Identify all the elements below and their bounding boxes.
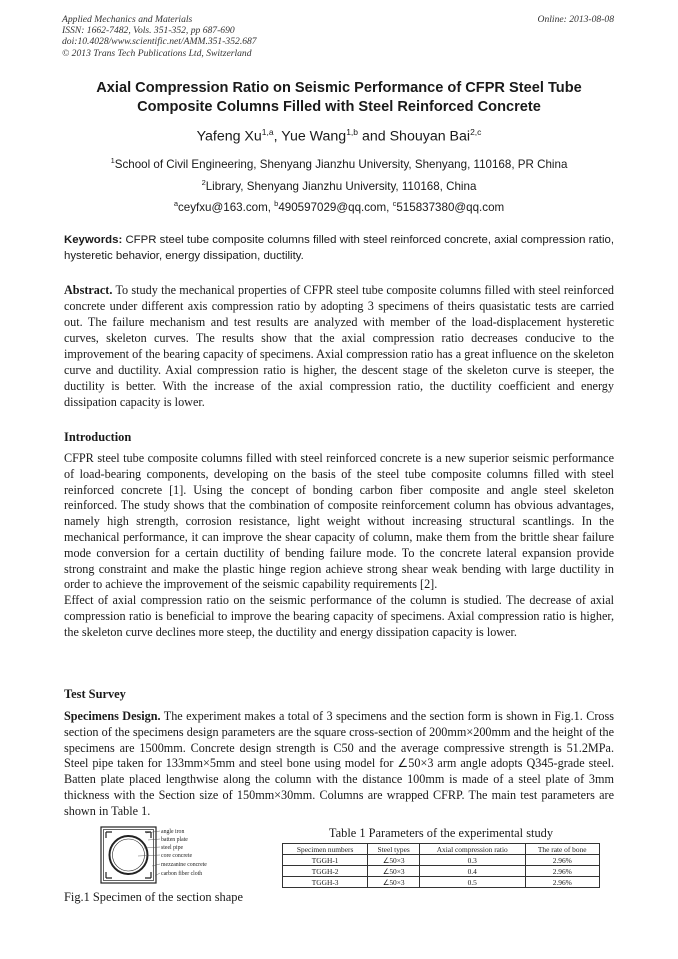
paragraph: The experiment makes a total of 3 specimens and the section form is shown in Fig.1. Cross section of the specimens design parameters are the square cross-section of 200mm×200mm and the height of the specimens are 1500mm. Concrete design strength is C50 and the average compressive strength is 51.2MPa. Steel pipe taken for 133mm×5mm and steel bone using model for ∠50×3 arm angle adopts Q345-grade steel. Batten plate placed lengthwise along the column with the distance 100mm is made of a steel plate of 3mm thickness with the Section size of 150mm×30mm. Columns are wrapped CFRP. The main test parameters are shown in Table 1. [64, 709, 615, 818]
table-cell: TGGH-3 [283, 877, 368, 888]
abstract [64, 282, 614, 410]
issn-line: ISSN: 1662-7482, Vols. 351-352, pp 687-690 [62, 25, 235, 37]
table-cell: 2.96% [525, 855, 600, 866]
paper-title [40, 79, 638, 117]
table-cell: 0.5 [419, 877, 525, 888]
affiliation-mark: 2 [201, 178, 206, 187]
keywords [64, 233, 614, 264]
table-caption: Table 1 Parameters of the experimental study [328, 826, 554, 840]
core-concrete-circle [113, 839, 145, 871]
affiliation-text: Library, Shenyang Jianzhu University, 110168, China [205, 179, 477, 193]
affiliation-text: School of Civil Engineering, Shenyang Jianzhu University, Shenyang, 110168, PR China [114, 157, 568, 171]
email-mark: c [392, 199, 397, 208]
email: 490597029@qq.com, [278, 200, 393, 214]
table-cell: ∠50×3 [368, 866, 420, 877]
section-heading-introduction: Introduction [64, 430, 132, 444]
paragraph: Effect of axial compression ratio on the seismic performance of the column is studied. The decrease of axial compression ratio is beneficial to improve the bearing capacity of specimens. Axial compression ratio is higher, the skeleton curve declines more steep, the ductility and energy dissipation capacity is lower. [64, 593, 614, 639]
email: ceyfxu@163.com, [177, 200, 275, 214]
abstract-label: Abstract. [64, 283, 113, 297]
table-cell: ∠50×3 [368, 855, 420, 866]
fig-label: carbon fiber cloth [161, 871, 203, 877]
introduction-body [64, 451, 614, 641]
author-separator: , [273, 128, 282, 145]
author-affiliation-mark: 2,c [470, 127, 482, 137]
column-header: Steel types [368, 844, 420, 855]
fig-label: batten plate [161, 837, 188, 843]
keywords-text: CFPR steel tube composite columns filled with steel reinforced concrete, axial compression ratio, hysteretic behavior, energy dissipation, ductility. [64, 234, 614, 262]
section-heading-test-survey: Test Survey [64, 687, 126, 701]
fig-label: core concrete [161, 853, 193, 859]
table-cell: ∠50×3 [368, 877, 420, 888]
affiliation-mark: 1 [110, 156, 115, 165]
journal-name: Applied Mechanics and Materials [62, 14, 193, 25]
table-cell: 2.96% [525, 877, 600, 888]
author-list [0, 127, 678, 145]
abstract-text: To study the mechanical properties of CFPR steel tube composite columns filled with steel reinforced concrete under different axis compression ratio by adopting 3 specimens of theirs quasistatic tests are carried out. The failure mechanism and test results are analyzed with member of the load-displacement hysteretic curves, skeleton curves. The results show that the axial compression ratio decreases conducive to the improvement of the bearing capacity of specimens. Axial compression ratio has a great influence on the skeleton curve and ductility. Axial compression ratio is higher, the descent stage of the skeleton curve is steeper, the ductility is better. With the increase of the axial compression ratio, the ductility coefficient and energy dissipation capacity is lower. [64, 283, 614, 409]
outer-concrete-outline [104, 830, 154, 881]
copyright-line: © 2013 Trans Tech Publications Ltd, Switzerland [62, 47, 252, 59]
fig-label: steel pipe [161, 845, 184, 851]
email-line [0, 199, 678, 214]
subsection-label: Specimens Design. [64, 709, 161, 723]
author-conjunction: and [358, 128, 390, 145]
figure-caption: Fig.1 Specimen of the section shape [64, 890, 243, 904]
parameters-table [282, 843, 600, 888]
author-affiliation-mark: 1,b [346, 127, 359, 137]
author-name: Yafeng Xu [196, 128, 262, 145]
affiliation-1 [0, 156, 678, 171]
journal-header [62, 14, 257, 59]
table-cell: 0.4 [419, 866, 525, 877]
table-cell: TGGH-2 [283, 866, 368, 877]
section-shape-figure [100, 826, 218, 888]
column-header: Specimen numbers [283, 844, 368, 855]
table-cell: TGGH-1 [283, 855, 368, 866]
fig-label: mezzanine concrete [161, 862, 207, 868]
affiliation-2 [0, 178, 678, 193]
steel-pipe-circle [110, 836, 148, 874]
table-row [283, 866, 600, 877]
paragraph: CFPR steel tube composite columns filled with steel reinforced concrete is a new superior seismic performance of load-bearing components, developing on the basis of the steel tube composite columns filled with steel reinforced concrete [1]. Using the concept of bonding carbon fiber composite and angle steel skeleton reinforced. The study shows that the combination of composite reinforcement column has obvious advantages, namely high strength, corrosion resistance, light weight without increasing structural scantlings. In the mechanical performance, it can improve the shear capacity of column, make them from the brittle shear failure mode conversion for a certain ductility of bending failure mode. To the concrete lateral expansion provide strong constraint and make the plastic hinge region achieve strong shear weak bending with large ductility in order to achieve the improvement of the seismic capability requirements [2]. [64, 451, 614, 592]
column-header: Axial compression ratio [419, 844, 525, 855]
table-header-row [283, 844, 600, 855]
doi-line: doi:10.4028/www.scientific.net/AMM.351-352.687 [62, 36, 257, 48]
email: 515837380@qq.com [396, 200, 505, 214]
title-line-2: Composite Columns Filled with Steel Reinforced Concrete [137, 99, 541, 115]
author-name: Shouyan Bai [389, 128, 471, 145]
table-row [283, 855, 600, 866]
table-cell: 2.96% [525, 866, 600, 877]
email-mark: a [173, 199, 178, 208]
author-affiliation-mark: 1,a [261, 127, 274, 137]
online-date: Online: 2013-08-08 [537, 14, 614, 25]
specimens-design [64, 709, 614, 820]
column-header: The rate of bone [525, 844, 600, 855]
keywords-label: Keywords: [64, 234, 123, 246]
email-mark: b [274, 199, 279, 208]
table-row [283, 877, 600, 888]
fig-label: angle iron [161, 829, 185, 835]
table-cell: 0.3 [419, 855, 525, 866]
title-line-1: Axial Compression Ratio on Seismic Performance of CFPR Steel Tube [96, 80, 582, 96]
author-name: Yue Wang [281, 128, 347, 145]
